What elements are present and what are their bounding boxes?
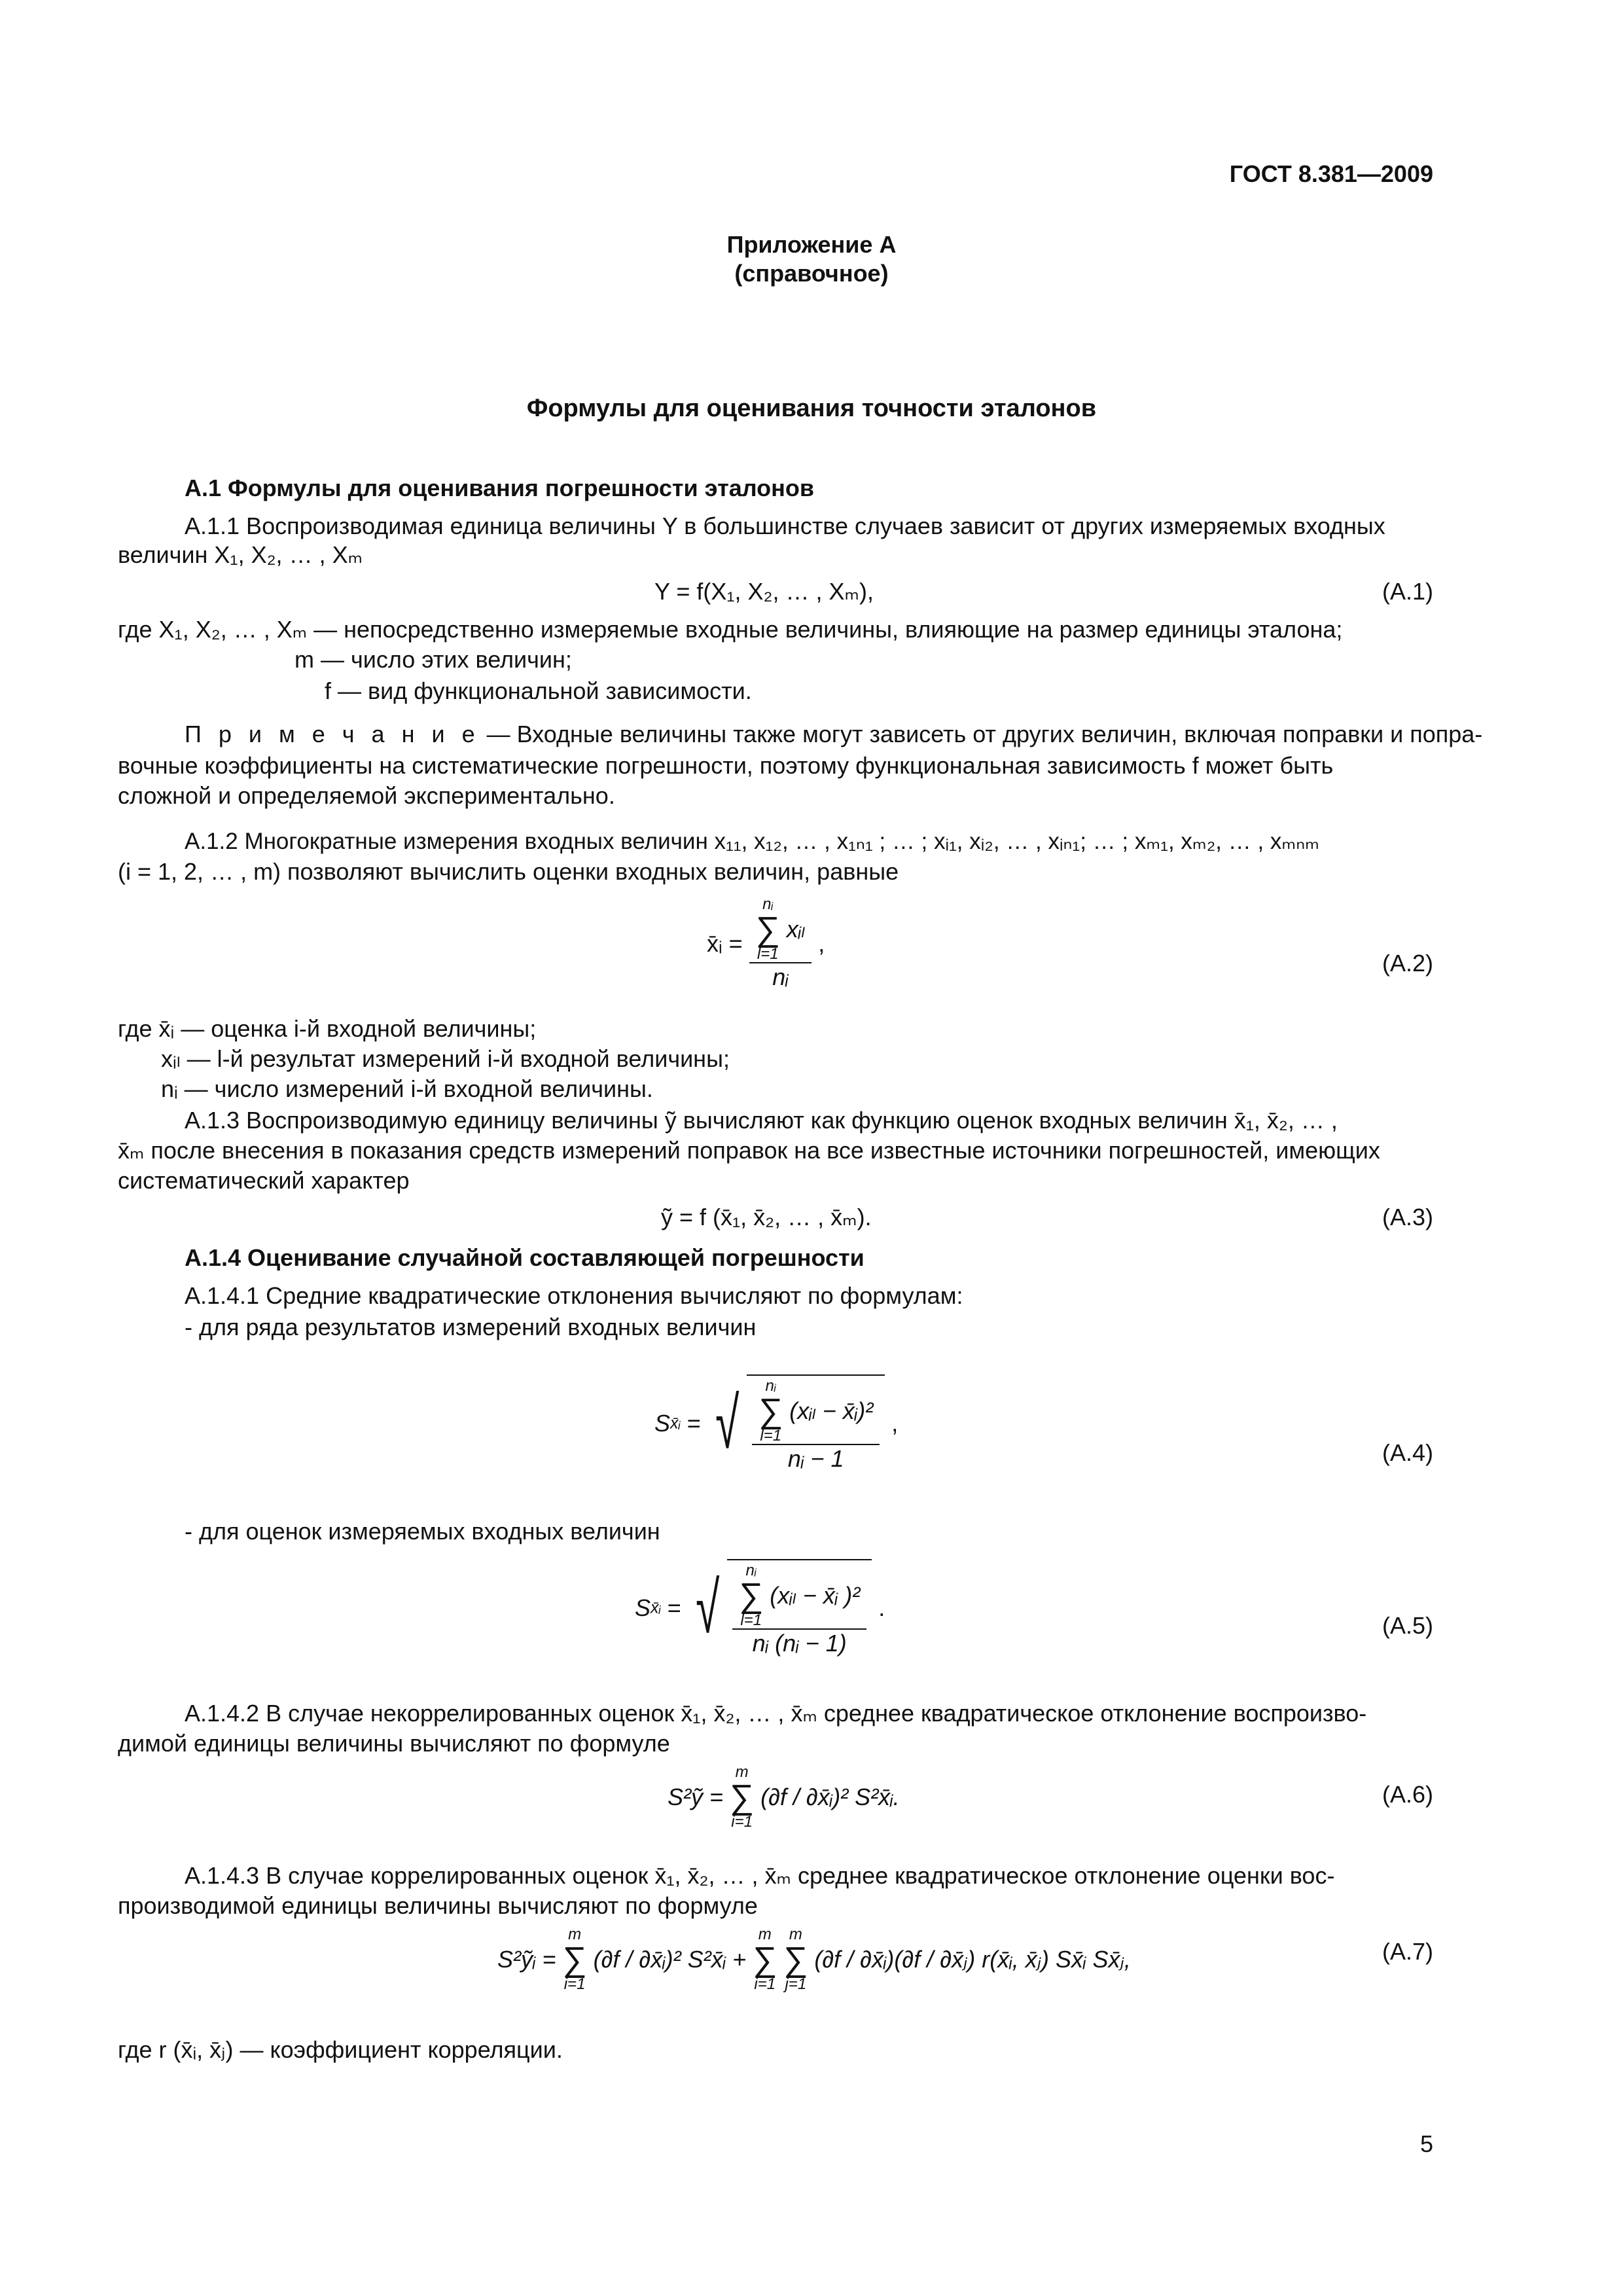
equation-a7-number: (А.7)	[1382, 1938, 1433, 1965]
note-line1-text: — Входные величины также могут зависеть от других величин, включая поправки и попра-	[480, 721, 1483, 747]
equation-a4: Sx̄ᵢ = √ nᵢ ∑ l=1 (xᵢₗ − x̄ᵢ)² nᵢ − 1 ,	[654, 1374, 898, 1473]
paragraph-a142-line1: А.1.4.2 В случае некоррелированных оценок x̄₁, x̄₂, … , x̄ₘ среднее квадратическое отклонение воспроизво-	[185, 1700, 1367, 1727]
equation-a5-number: (А.5)	[1382, 1612, 1433, 1639]
eq-a2-sum: nᵢ ∑ l=1	[755, 895, 780, 963]
equation-a5: Sx̄ᵢ = √ nᵢ ∑ l=1 (xᵢₗ − x̄ᵢ )² nᵢ (nᵢ − 1) .	[635, 1559, 885, 1657]
where2-line3: nᵢ — число измерений i-й входной величины.	[161, 1075, 653, 1102]
equation-a1-number: (А.1)	[1382, 578, 1433, 605]
equation-a3-number: (А.3)	[1382, 1204, 1433, 1230]
paragraph-a141-line2: - для ряда результатов измерений входных величин	[185, 1314, 757, 1340]
paragraph-a11-line1: А.1.1 Воспроизводимая единица величины Y в большинстве случаев зависит от других измеряемых входных	[185, 512, 1385, 539]
equation-a3: ỹ = f (x̄₁, x̄₂, … , x̄ₘ).	[661, 1204, 872, 1230]
equation-a1: Y = f(X₁, X₂, … , Xₘ),	[654, 578, 874, 605]
page-number: 5	[1419, 2130, 1433, 2157]
appendix-subtitle: (справочное)	[734, 260, 889, 287]
main-title: Формулы для оценивания точности эталонов	[526, 395, 1097, 422]
appendix-title: Приложение А	[726, 231, 897, 258]
where1-line2: m — число этих величин;	[294, 646, 572, 673]
equation-a2: x̄ᵢ = nᵢ ∑ l=1 xᵢₗ nᵢ ,	[707, 895, 825, 990]
eq-a5-radical: nᵢ ∑ l=1 (xᵢₗ − x̄ᵢ )² nᵢ (nᵢ − 1)	[727, 1559, 872, 1657]
eq-a4-radical: nᵢ ∑ l=1 (xᵢₗ − x̄ᵢ)² nᵢ − 1	[747, 1374, 885, 1473]
paragraph-a143-line2: производимой единицы величины вычисляют по формуле	[118, 1892, 758, 1919]
equation-a7: S²ỹᵢ = m ∑ i=1 (∂f / ∂x̄ᵢ)² S²x̄ᵢ + m ∑ i=1 m ∑ j=1 (∂f / ∂x̄ᵢ)(∂f / ∂x̄ⱼ) r(x̄ᵢ, x̄ⱼ) Sx̄ᵢ Sx̄ⱼ,	[497, 1926, 1131, 1993]
paragraph-a12-line2: (i = 1, 2, … , m) позволяют вычислить оценки входных величин, равные	[118, 858, 899, 885]
where2-line1: где x̄ᵢ — оценка i-й входной величины;	[118, 1015, 537, 1042]
note-line2: вочные коэффициенты на систематические погрешности, поэтому функциональная зависимость f может быть	[118, 752, 1334, 779]
where1-line1: где X₁, X₂, … , Xₘ — непосредственно измеряемые входные величины, влияющие на размер единицы эталона;	[118, 616, 1343, 643]
where3-line: где r (x̄ᵢ, x̄ⱼ) — коэффициент корреляции.	[118, 2036, 563, 2063]
paragraph-a13-line1: А.1.3 Воспроизводимую единицу величины ỹ вычисляют как функцию оценок входных величин x̄₁, x̄₂, … ,	[185, 1107, 1338, 1134]
equation-a6-number: (А.6)	[1382, 1781, 1433, 1808]
standard-number: ГОСТ 8.381—2009	[1229, 160, 1433, 187]
eq-a2-lhs: x̄ᵢ =	[707, 930, 743, 957]
note-label: П р и м е ч а н и е	[185, 721, 480, 747]
paragraph-a141-line1: А.1.4.1 Средние квадратические отклонения вычисляют по формулам:	[185, 1282, 963, 1309]
paragraph-a143-line1: А.1.4.3 В случае коррелированных оценок x̄₁, x̄₂, … , x̄ₘ среднее квадратическое отклонение оценки вос-	[185, 1862, 1335, 1889]
paragraph-a141-line3: - для оценок измеряемых входных величин	[185, 1518, 660, 1545]
paragraph-a12-line1: А.1.2 Многократные измерения входных величин x₁₁, x₁₂, … , x₁ₙ₁ ; … ; xᵢ₁, xᵢ₂, … , xᵢₙ₁; … ; xₘ₁, xₘ₂, … , xₘₙₘ	[185, 829, 1319, 854]
note-line1	[185, 720, 1482, 749]
paragraph-a142-line2: димой единицы величины вычисляют по формуле	[118, 1730, 670, 1757]
eq-a6-sum: m ∑ i=1	[730, 1763, 755, 1831]
eq-a2-fraction: nᵢ ∑ l=1 xᵢₗ nᵢ	[749, 897, 812, 991]
note-line3: сложной и определяемой экспериментально.	[118, 782, 615, 809]
equation-a2-number: (А.2)	[1382, 950, 1433, 977]
section-a1-heading: А.1 Формулы для оценивания погрешности эталонов	[185, 475, 814, 501]
paragraph-a13-line3: систематический характер	[118, 1167, 410, 1194]
paragraph-a11-line2: величин X₁, X₂, … , Xₘ	[118, 541, 363, 568]
equation-a4-number: (А.4)	[1382, 1439, 1433, 1466]
paragraph-a13-line2: x̄ₘ после внесения в показания средств измерений поправок на все известные источники погрешностей, имеющих	[118, 1137, 1380, 1164]
where2-line2: xᵢₗ — l-й результат измерений i-й входной величины;	[161, 1045, 730, 1072]
where1-line3: f — вид функциональной зависимости.	[325, 677, 752, 704]
equation-a6: S²ỹ = m ∑ i=1 (∂f / ∂x̄ᵢ)² S²x̄ᵢ.	[668, 1763, 900, 1831]
section-a14-heading: А.1.4 Оценивание случайной составляющей погрешности	[185, 1244, 865, 1271]
